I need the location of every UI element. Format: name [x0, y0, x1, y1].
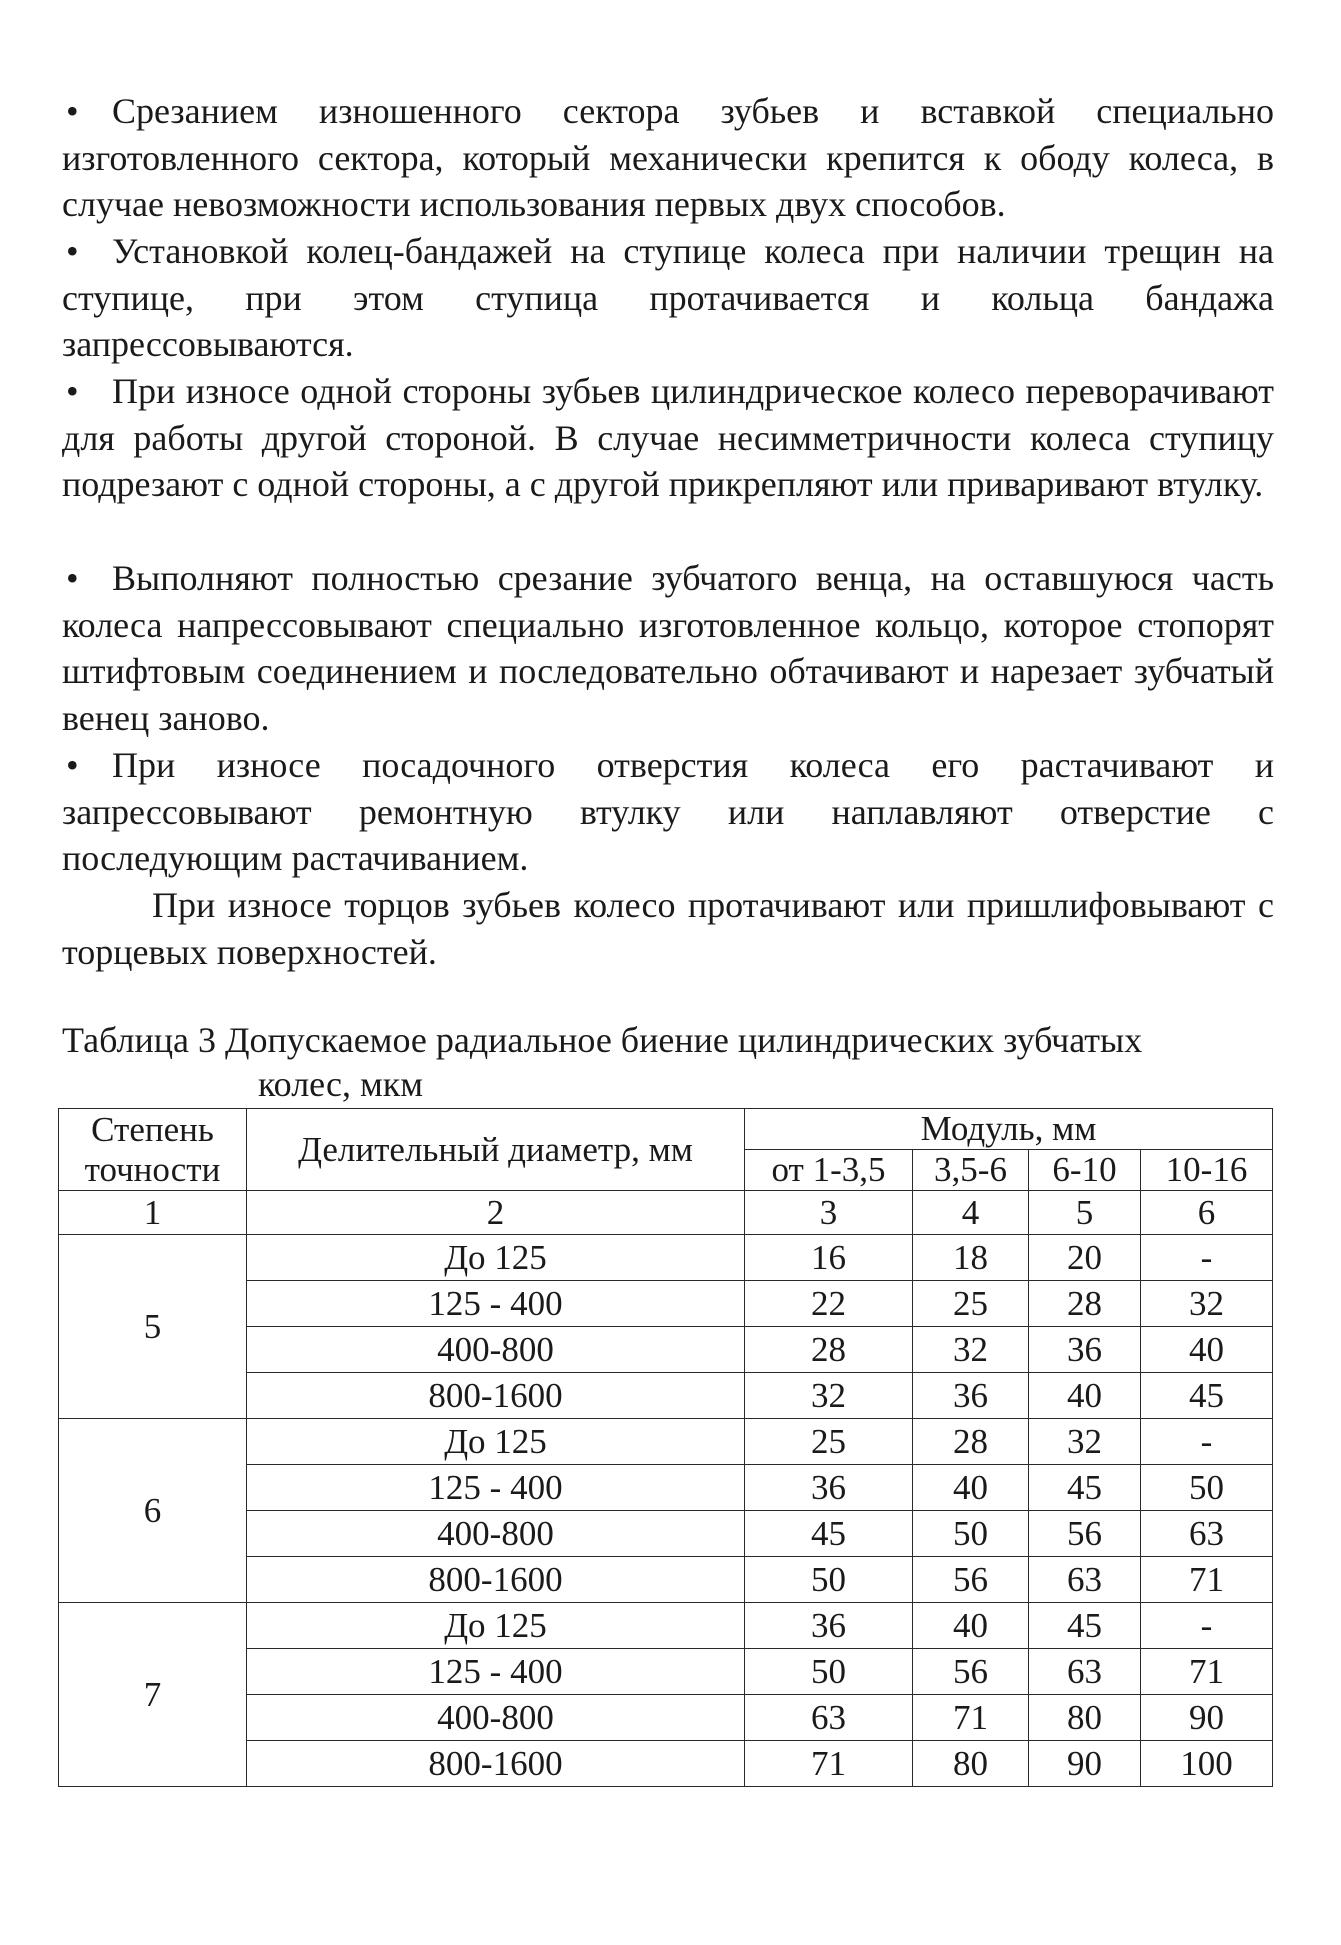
- value-cell: 45: [1029, 1603, 1141, 1649]
- diameter-cell: 400-800: [247, 1327, 745, 1373]
- value-cell: 40: [1141, 1327, 1273, 1373]
- value-cell: 36: [1029, 1327, 1141, 1373]
- value-cell: 36: [745, 1603, 913, 1649]
- table-caption: [62, 1018, 1274, 1106]
- value-cell: 80: [913, 1741, 1029, 1787]
- table-caption-line2: колес, мкм: [258, 1064, 424, 1104]
- column-number: 5: [1029, 1191, 1141, 1235]
- degree-cell: 6: [59, 1419, 247, 1603]
- runout-table: [58, 1108, 1273, 1787]
- value-cell: 71: [1141, 1557, 1273, 1603]
- closing-paragraph: При износе торцов зубьев колесо протачивают или пришлифовывают с торцевых поверхностей.: [62, 885, 1274, 972]
- diameter-cell: 800-1600: [247, 1557, 745, 1603]
- column-number: 4: [913, 1191, 1029, 1235]
- column-number: 1: [59, 1191, 247, 1235]
- value-cell: 28: [1029, 1281, 1141, 1327]
- bullet: •: [66, 371, 79, 411]
- value-cell: 56: [913, 1557, 1029, 1603]
- value-cell: 28: [745, 1327, 913, 1373]
- value-cell: 25: [913, 1281, 1029, 1327]
- list-item: [62, 228, 1274, 368]
- value-cell: 40: [913, 1603, 1029, 1649]
- diameter-cell: 800-1600: [247, 1373, 745, 1419]
- value-cell: 40: [1029, 1373, 1141, 1419]
- value-cell: 45: [745, 1511, 913, 1557]
- value-cell: 45: [1141, 1373, 1273, 1419]
- value-cell: -: [1141, 1419, 1273, 1465]
- value-cell: 50: [745, 1649, 913, 1695]
- diameter-cell: До 125: [247, 1235, 745, 1281]
- diameter-cell: 125 - 400: [247, 1465, 745, 1511]
- value-cell: 22: [745, 1281, 913, 1327]
- value-cell: 63: [1141, 1511, 1273, 1557]
- list-item: [62, 555, 1274, 741]
- value-cell: 28: [913, 1419, 1029, 1465]
- value-cell: 63: [1029, 1649, 1141, 1695]
- value-cell: 56: [1029, 1511, 1141, 1557]
- column-number: 2: [247, 1191, 745, 1235]
- value-cell: 25: [745, 1419, 913, 1465]
- value-cell: 63: [1029, 1557, 1141, 1603]
- header-module-col: от 1-3,5: [745, 1150, 913, 1191]
- degree-cell: 5: [59, 1235, 247, 1419]
- value-cell: 36: [745, 1465, 913, 1511]
- value-cell: 32: [1029, 1419, 1141, 1465]
- value-cell: 18: [913, 1235, 1029, 1281]
- table-row: [59, 1603, 1273, 1649]
- header-degree: [59, 1109, 247, 1191]
- value-cell: 100: [1141, 1741, 1273, 1787]
- header-degree-line2: точности: [84, 1149, 221, 1189]
- list-item-text: Срезанием изношенного сектора зубьев и вставкой специально изготовленного сектора, который механически крепится к ободу колеса, в случае невозможности использования первых двух способов.: [62, 91, 1274, 224]
- diameter-cell: До 125: [247, 1603, 745, 1649]
- value-cell: 71: [745, 1741, 913, 1787]
- table-caption-line1: Таблица 3 Допускаемое радиальное биение цилиндрических зубчатых: [62, 1020, 1143, 1060]
- value-cell: 56: [913, 1649, 1029, 1695]
- value-cell: 80: [1029, 1695, 1141, 1741]
- list-item-text: Выполняют полностью срезание зубчатого венца, на оставшуюся часть колеса напрессовывают специально изготовленное кольцо, которое стопорят штифтовым соединением и последовательно обтачивают и нарезает зубчатый венец заново.: [62, 558, 1274, 738]
- diameter-cell: 125 - 400: [247, 1649, 745, 1695]
- column-number-row: [59, 1191, 1273, 1235]
- value-cell: 32: [913, 1327, 1029, 1373]
- value-cell: 90: [1141, 1695, 1273, 1741]
- list-item-text: Установкой колец-бандажей на ступице колеса при наличии трещин на ступице, при этом ступица протачивается и кольца бандажа запрессовываются.: [62, 231, 1274, 364]
- header-degree-line1: Степень: [91, 1109, 214, 1149]
- column-number: 6: [1141, 1191, 1273, 1235]
- value-cell: 71: [913, 1695, 1029, 1741]
- list-item: [62, 742, 1274, 882]
- bullet: •: [66, 91, 79, 131]
- column-number: 3: [745, 1191, 913, 1235]
- value-cell: 50: [1141, 1465, 1273, 1511]
- table-header-row: [59, 1109, 1273, 1150]
- header-module-col: 6-10: [1029, 1150, 1141, 1191]
- header-module-group: Модуль, мм: [745, 1109, 1273, 1150]
- diameter-cell: До 125: [247, 1419, 745, 1465]
- value-cell: 45: [1029, 1465, 1141, 1511]
- value-cell: 50: [745, 1557, 913, 1603]
- value-cell: 32: [745, 1373, 913, 1419]
- value-cell: 20: [1029, 1235, 1141, 1281]
- list-item-text: При износе посадочного отверстия колеса его растачивают и запрессовывают ремонтную втулку или наплавляют отверстие с последующим растачиванием.: [62, 745, 1274, 878]
- table-row: [59, 1419, 1273, 1465]
- diameter-cell: 800-1600: [247, 1741, 745, 1787]
- bullet: •: [66, 558, 79, 598]
- value-cell: 71: [1141, 1649, 1273, 1695]
- value-cell: 40: [913, 1465, 1029, 1511]
- value-cell: 36: [913, 1373, 1029, 1419]
- value-cell: -: [1141, 1603, 1273, 1649]
- value-cell: 90: [1029, 1741, 1141, 1787]
- list-item: [62, 368, 1274, 508]
- header-diameter: Делительный диаметр, мм: [247, 1109, 745, 1191]
- value-cell: -: [1141, 1235, 1273, 1281]
- value-cell: 63: [745, 1695, 913, 1741]
- header-module-col: 10-16: [1141, 1150, 1273, 1191]
- diameter-cell: 400-800: [247, 1511, 745, 1557]
- value-cell: 16: [745, 1235, 913, 1281]
- bullet: •: [66, 231, 79, 271]
- value-cell: 50: [913, 1511, 1029, 1557]
- list-item: [62, 88, 1274, 228]
- list-item-text: При износе одной стороны зубьев цилиндрическое колесо переворачивают для работы другой стороной. В случае несимметричности колеса ступицу подрезают с одной стороны, а с другой прикрепляют или приваривают втулку.: [62, 371, 1274, 504]
- diameter-cell: 400-800: [247, 1695, 745, 1741]
- table-row: [59, 1235, 1273, 1281]
- degree-cell: 7: [59, 1603, 247, 1787]
- diameter-cell: 125 - 400: [247, 1281, 745, 1327]
- header-module-col: 3,5-6: [913, 1150, 1029, 1191]
- value-cell: 32: [1141, 1281, 1273, 1327]
- bullet: •: [66, 745, 79, 785]
